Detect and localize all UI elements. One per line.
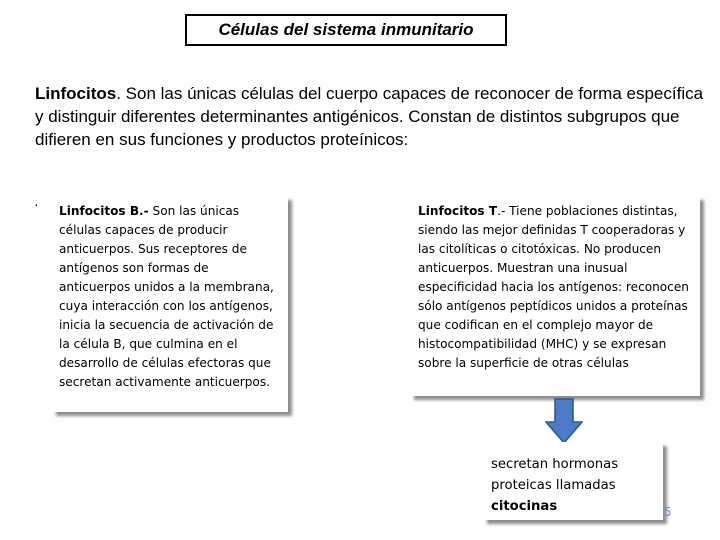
- intro-term: Linfocitos: [35, 84, 117, 103]
- linfocitos-b-card: [52, 196, 288, 412]
- citocinas-card: [483, 442, 663, 520]
- citocinas-term: citocinas: [491, 499, 558, 514]
- slide-title-text: Células del sistema inmunitario: [218, 20, 474, 39]
- down-arrow-shape: [546, 399, 582, 443]
- linfocitos-t-card: [410, 196, 700, 396]
- intro-paragraph: [35, 82, 707, 151]
- linfocitos-t-term: Linfocitos T: [418, 204, 498, 218]
- linfocitos-t-text: .- Tiene poblaciones distintas, siendo las mejor definidas T cooperadoras y las citolíticas o citotóxicas. No producen anticuerpos. Muestran una inusual especificidad hacia los antígenos: reconocen sólo antígenos peptídicos unidos a proteínas que codifican en el complejo mayor de histocompatibilidad (MHC) y se expresan sobre la superficie de otras células: [418, 204, 689, 370]
- linfocitos-b-term: Linfocitos B.-: [59, 204, 149, 218]
- citocinas-text: secretan hormonas proteicas llamadas: [491, 457, 619, 493]
- down-arrow-icon: [545, 398, 583, 444]
- linfocitos-b-text: Son las únicas células capaces de producir anticuerpos. Sus receptores de antígenos son formas de anticuerpos unidos a la membrana, cuya interacción con los antígenos, inicia la secuencia de activación de la célula B, que culmina en el desarrollo de células efectoras que secretan activamente anticuerpos.: [59, 204, 274, 389]
- page-number: 5: [664, 505, 672, 519]
- slide-title: [185, 14, 507, 46]
- intro-text: . Son las únicas células del cuerpo capaces de reconocer de forma específica y distinguir diferentes determinantes antigénicos. Constan de distintos subgrupos que difieren en sus funciones y productos proteínicos:: [35, 84, 704, 149]
- bullet-marker: ·: [34, 196, 39, 212]
